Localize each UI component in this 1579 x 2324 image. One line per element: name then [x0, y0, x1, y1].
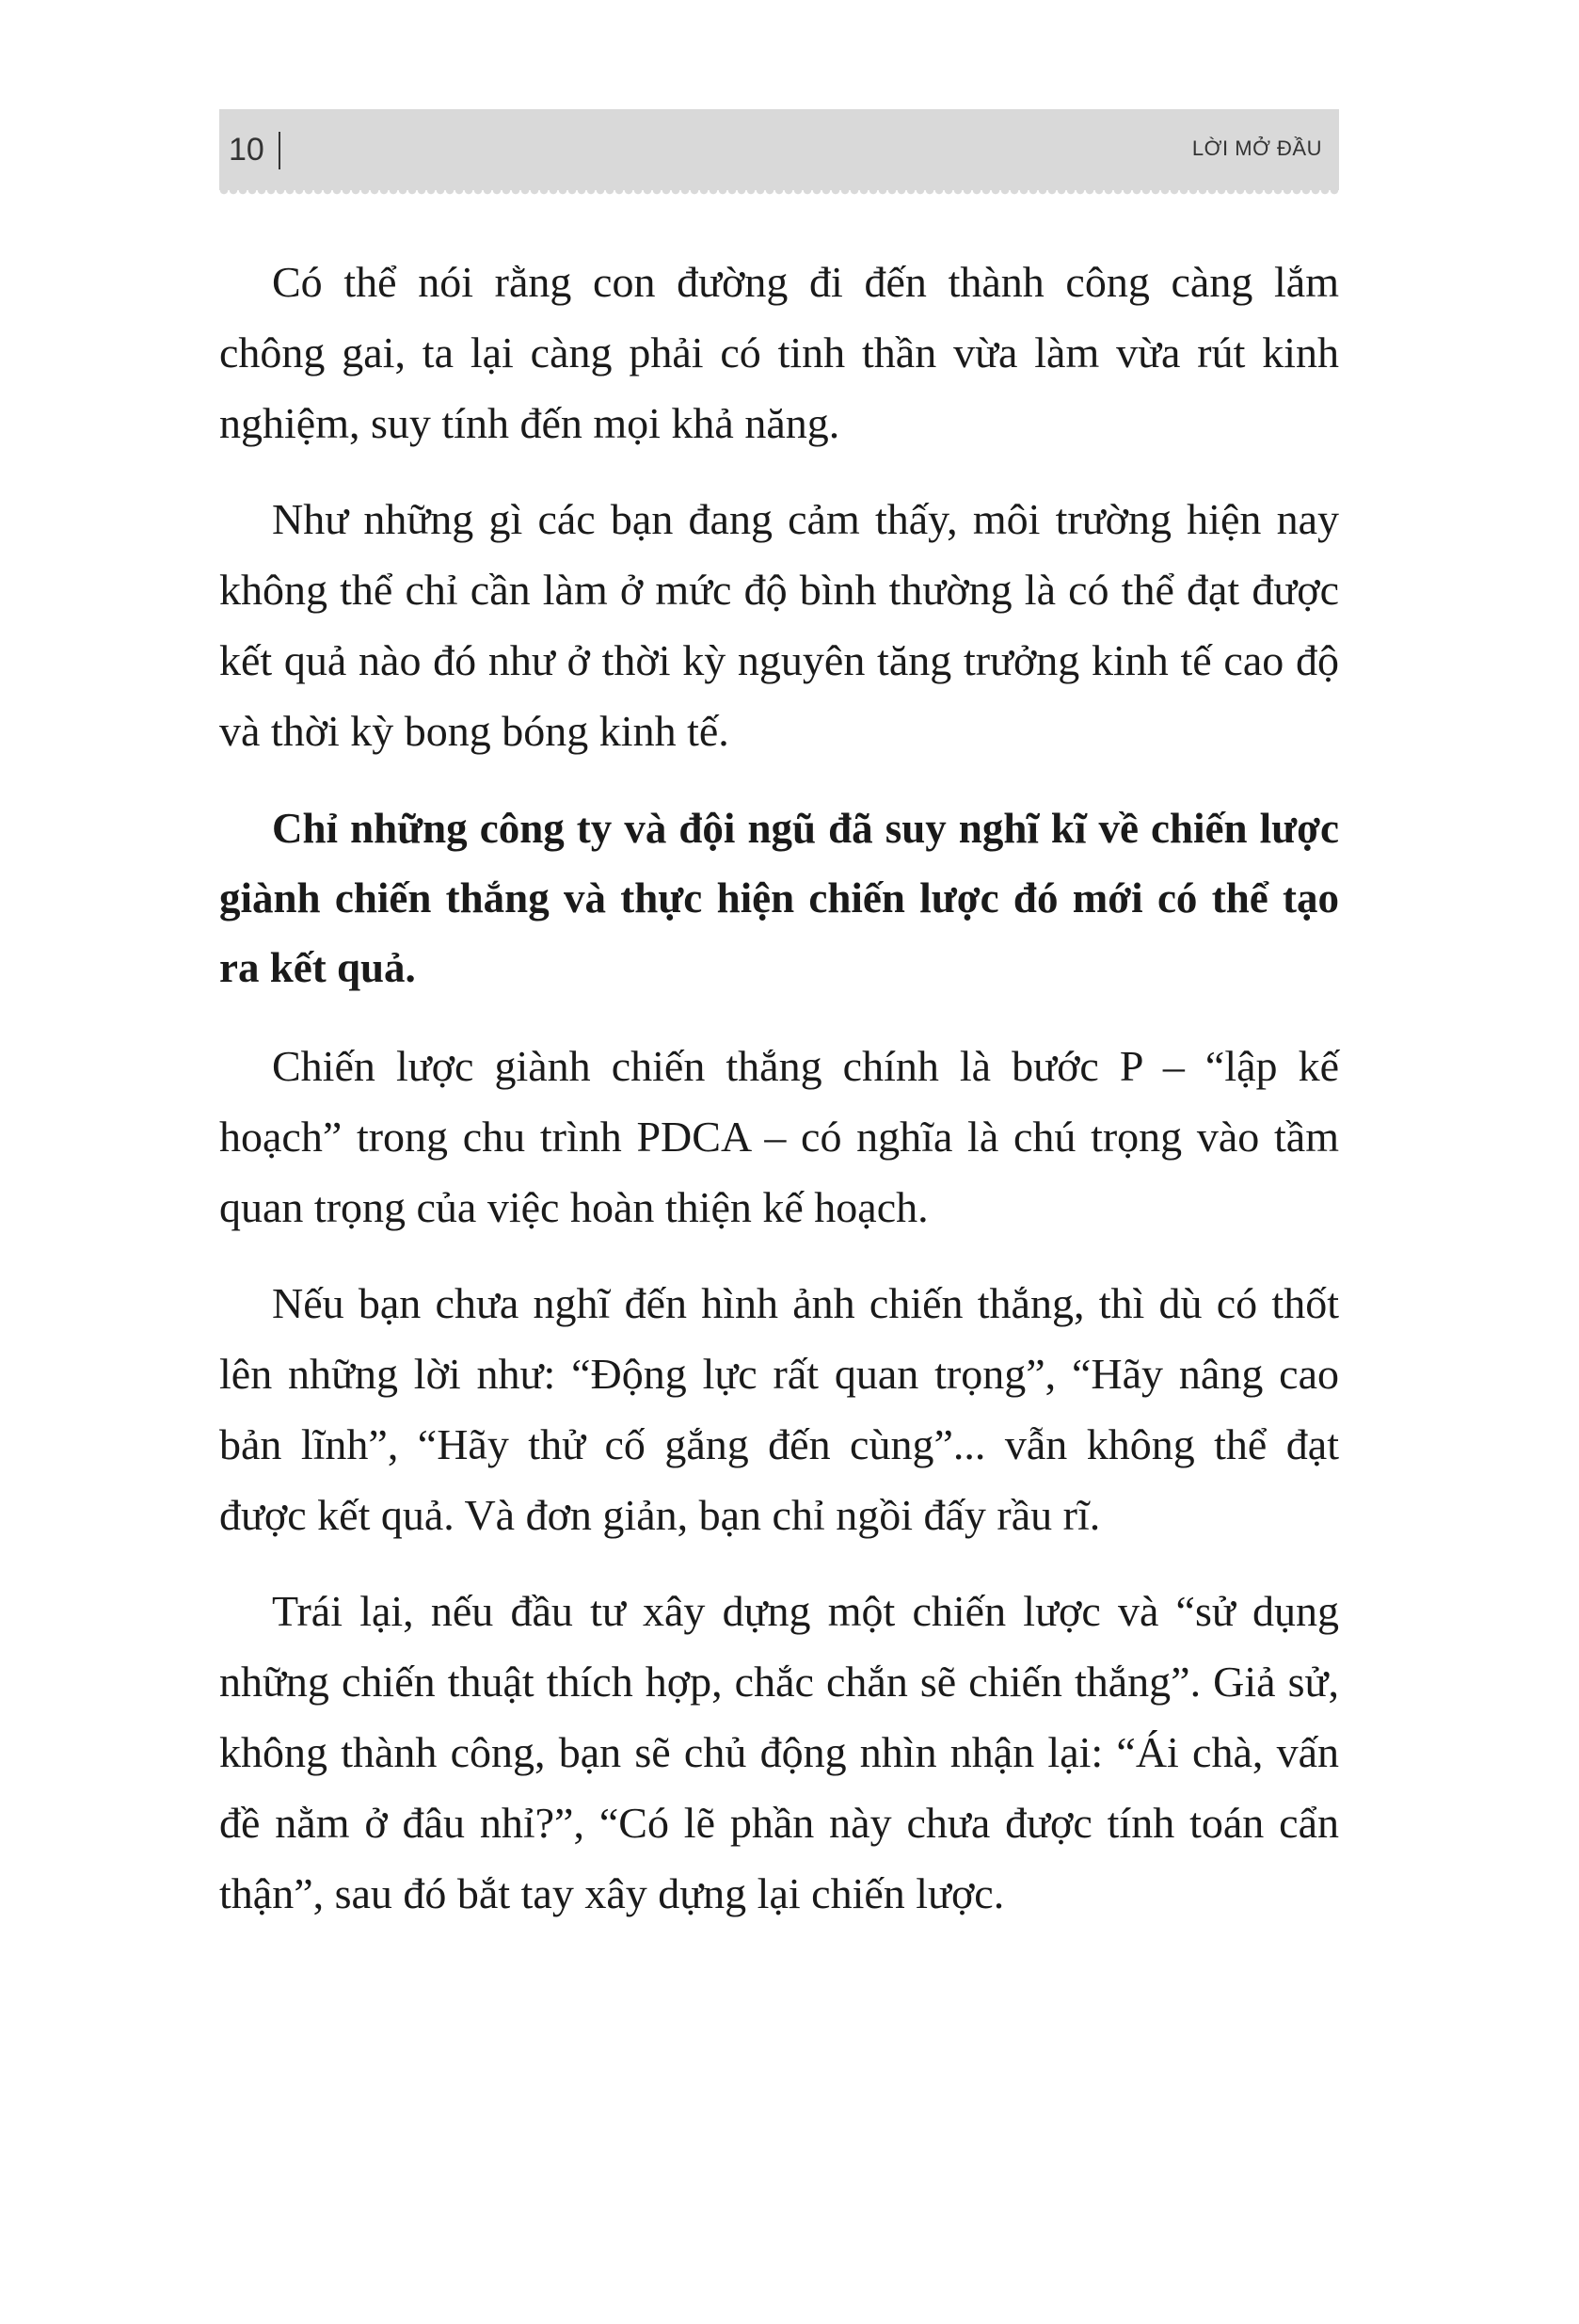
- chapter-title: LỜI MỞ ĐẦU: [1191, 136, 1322, 160]
- paragraph-5: Trái lại, nếu đầu tư xây dựng một chiến lược và “sử dụng những chiến thuật thích hợp, chắc chắn sẽ chiến thắng”. Giả sử, không thành công, bạn sẽ chủ động nhìn nhận lại: “Ái chà, vấn đề nằm ở đâu nhỉ?”, “Có lẽ phần này chưa được tính toán cẩn thận”, sau đó bắt tay xây dựng lại chiến lược.: [219, 1587, 1339, 1917]
- paragraph-3: Chiến lược giành chiến thắng chính là bước P – “lập kế hoạch” trong chu trình PDCA – có nghĩa là chú trọng vào tầm quan trọng của việc hoàn thiện kế hoạch.: [219, 1042, 1339, 1231]
- body-text: [219, 247, 1339, 1954]
- running-header: [219, 109, 1339, 190]
- paragraph-2: Như những gì các bạn đang cảm thấy, môi trường hiện nay không thể chỉ cần làm ở mức độ bình thường là có thể đạt được kết quả nào đó như ở thời kỳ nguyên tăng trưởng kinh tế cao độ và thời kỳ bong bóng kinh tế.: [219, 495, 1339, 755]
- header-divider: [279, 132, 280, 169]
- emphasis-paragraph: Chỉ những công ty và đội ngũ đã suy nghĩ kĩ về chiến lược giành chiến thắng và thực hiện chiến lược đó mới có thể tạo ra kết quả.: [219, 805, 1339, 991]
- paragraph-1: Có thể nói rằng con đường đi đến thành công càng lắm chông gai, ta lại càng phải có tinh thần vừa làm vừa rút kinh nghiệm, suy tính đến mọi khả năng.: [219, 258, 1339, 447]
- page-number: 10: [229, 132, 264, 168]
- paragraph-4: Nếu bạn chưa nghĩ đến hình ảnh chiến thắng, thì dù có thốt lên những lời như: “Động lực rất quan trọng”, “Hãy nâng cao bản lĩnh”, “Hãy thử cố gắng đến cùng”... vẫn không thể đạt được kết quả. Và đơn giản, bạn chỉ ngồi đấy rầu rĩ.: [219, 1279, 1339, 1539]
